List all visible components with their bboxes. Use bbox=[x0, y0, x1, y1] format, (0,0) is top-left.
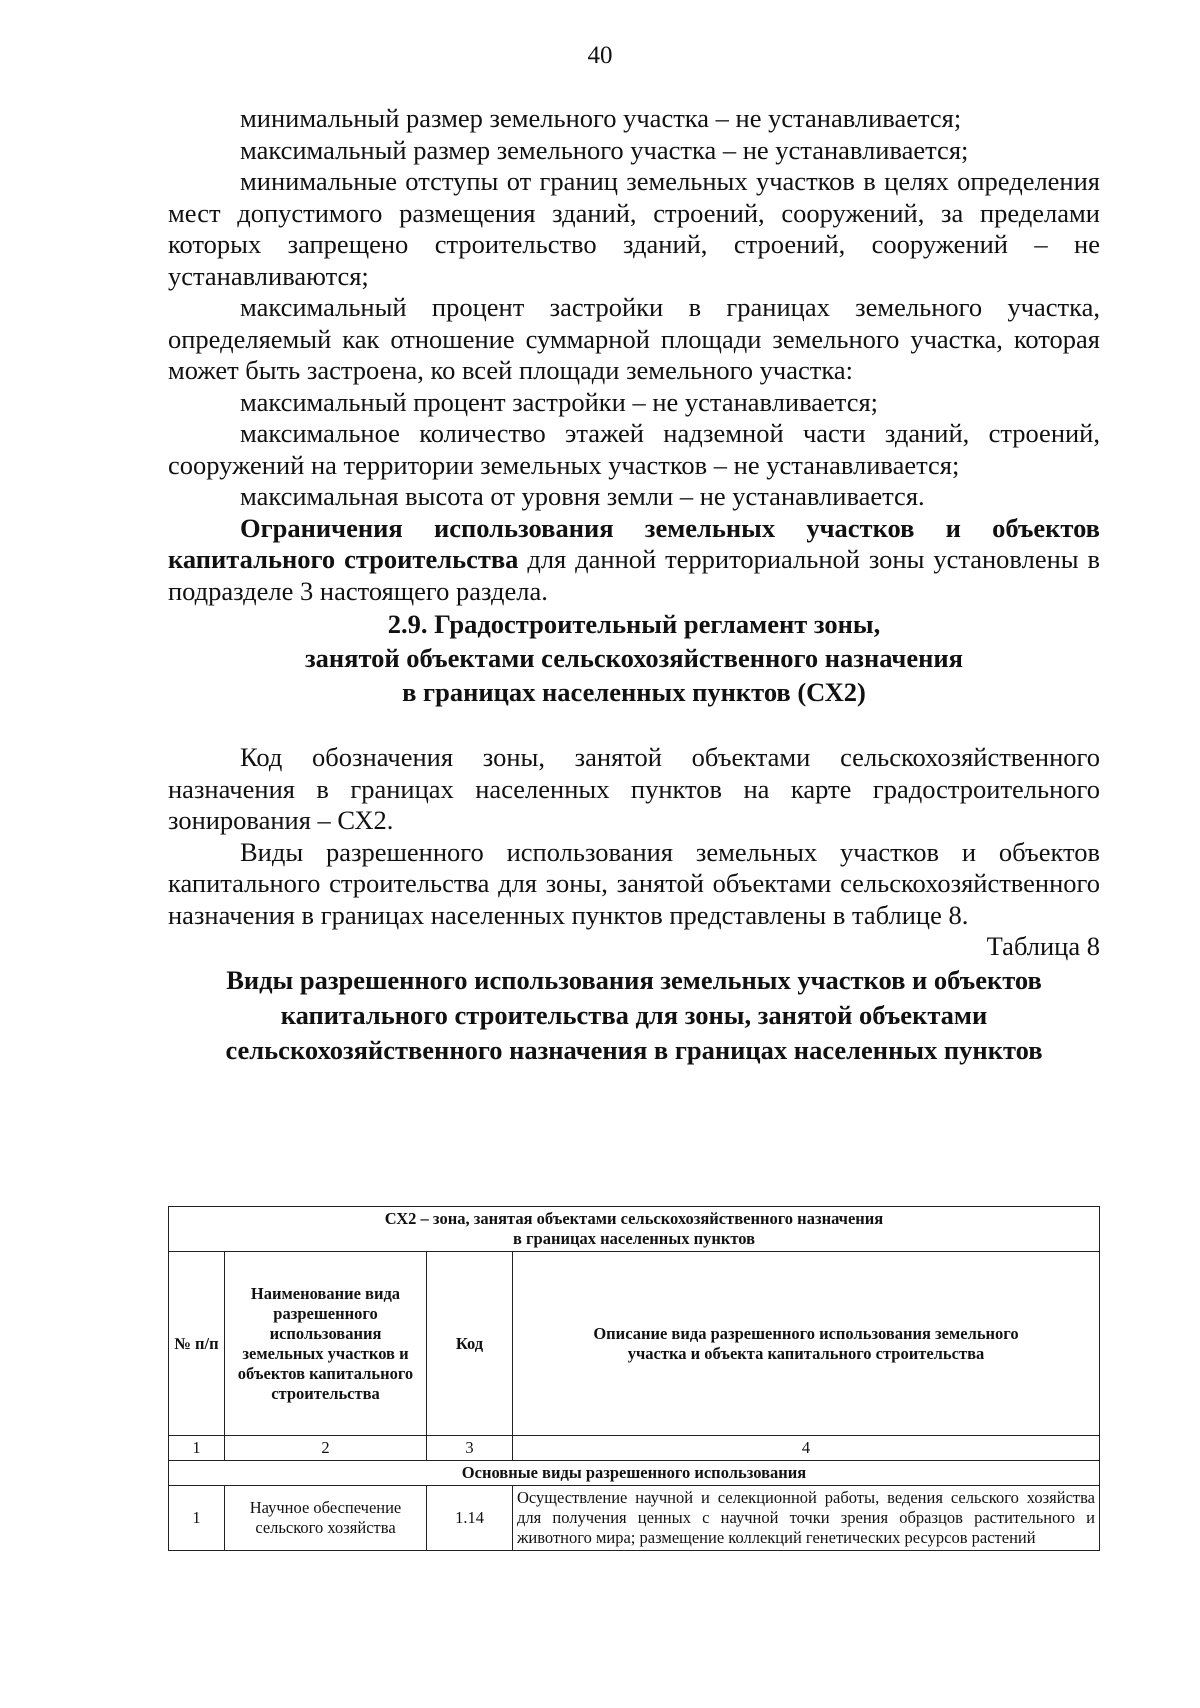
table-header-row bbox=[169, 1252, 1100, 1436]
column-number-4: 4 bbox=[513, 1436, 1100, 1461]
paragraph-max-size: максимальный размер земельного участка – не устанавливается; bbox=[240, 134, 969, 165]
restrictions-bold-text: Ограничения использования земельных участков и объектов капитального строительства bbox=[168, 512, 1100, 574]
table-title-line-3: сельскохозяйственного назначения в границах населенных пунктов bbox=[225, 1034, 1043, 1065]
column-number-1: 1 bbox=[169, 1436, 225, 1461]
table-caption-row bbox=[169, 1207, 1100, 1252]
group-title-row bbox=[169, 1461, 1100, 1486]
table-title-line-1: Виды разрешенного использования земельных участков и объектов bbox=[226, 964, 1042, 995]
column-number-3: 3 bbox=[427, 1436, 513, 1461]
section-title-line-3: в границах населенных пунктов (СХ2) bbox=[402, 677, 866, 707]
paragraph-max-floors: максимальное количество этажей надземной части зданий, строений, сооружений на территории земельных участков – не устанавливается; bbox=[168, 418, 1100, 480]
header-code: Код bbox=[427, 1252, 513, 1436]
paragraph-max-coverage: максимальный процент застройки – не устанавливается; bbox=[240, 386, 879, 417]
restrictions-text: для данной территориальной зоны установлены в подразделе 3 настоящего раздела. bbox=[168, 544, 1100, 606]
row-description: Осуществление научной и селекционной работы, ведения сельского хозяйства для получения ценных с научной точки зрения образцов растительного и животного мира; размещение коллекций генетических ресурсов растений bbox=[513, 1486, 1100, 1551]
paragraph-coverage-definition: максимальный процент застройки в границах земельного участка, определяемый как отношение суммарной площади земельного участка, которая может быть застроена, ко всей площади земельного участка: bbox=[168, 292, 1100, 385]
table-label: Таблица 8 bbox=[986, 931, 1100, 961]
header-name: Наименование вида разрешенного использования земельных участков и объектов капитального строительства bbox=[225, 1252, 427, 1436]
paragraph-zone-uses: Виды разрешенного использования земельных участков и объектов капитального строительства для зоны, занятой объектами сельскохозяйственного назначения в границах населенных пунктов представлены в таблице 8. bbox=[168, 836, 1100, 930]
group-title: Основные виды разрешенного использования bbox=[169, 1461, 1100, 1486]
row-name: Научное обеспечение сельского хозяйства bbox=[225, 1486, 427, 1551]
row-num: 1 bbox=[169, 1486, 225, 1551]
page-number: 40 bbox=[587, 42, 613, 69]
permitted-uses-table bbox=[168, 1206, 1100, 1551]
paragraph-setbacks: минимальные отступы от границ земельных участков в целях определения мест допустимого размещения зданий, строений, сооружений, за пределами которых запрещено строительство зданий, строений, сооружений – не устанавливаются; bbox=[168, 166, 1100, 291]
section-title-line-1: 2.9. Градостроительный регламент зоны, bbox=[387, 609, 881, 639]
section-title bbox=[168, 607, 1100, 709]
table-caption-line-2: в границах населенных пунктов bbox=[513, 1229, 755, 1248]
header-description: Описание вида разрешенного использования земельного участка и объекта капитального строительства bbox=[513, 1252, 1100, 1436]
table-caption-line-1: СХ2 – зона, занятая объектами сельскохозяйственного назначения bbox=[384, 1209, 884, 1228]
paragraph-zone-code: Код обозначения зоны, занятой объектами сельскохозяйственного назначения в границах населенных пунктов на карте градостроительного зонирования – СХ2. bbox=[168, 742, 1100, 835]
table-title-line-2: капитального строительства для зоны, занятой объектами bbox=[280, 999, 988, 1030]
column-number-row bbox=[169, 1436, 1100, 1461]
table-title bbox=[168, 963, 1100, 1068]
header-num: № п/п bbox=[169, 1252, 225, 1436]
document-body bbox=[168, 103, 1100, 1068]
column-number-2: 2 bbox=[225, 1436, 427, 1461]
table-caption-cell bbox=[169, 1207, 1100, 1252]
row-code: 1.14 bbox=[427, 1486, 513, 1551]
table-row bbox=[169, 1486, 1100, 1551]
paragraph-min-size: минимальный размер земельного участка – не устанавливается; bbox=[240, 103, 962, 133]
paragraph-restrictions bbox=[168, 513, 1100, 608]
section-title-line-2: занятой объектами сельскохозяйственного назначения bbox=[304, 643, 963, 673]
paragraph-max-height: максимальная высота от уровня земли – не устанавливается. bbox=[240, 481, 925, 511]
